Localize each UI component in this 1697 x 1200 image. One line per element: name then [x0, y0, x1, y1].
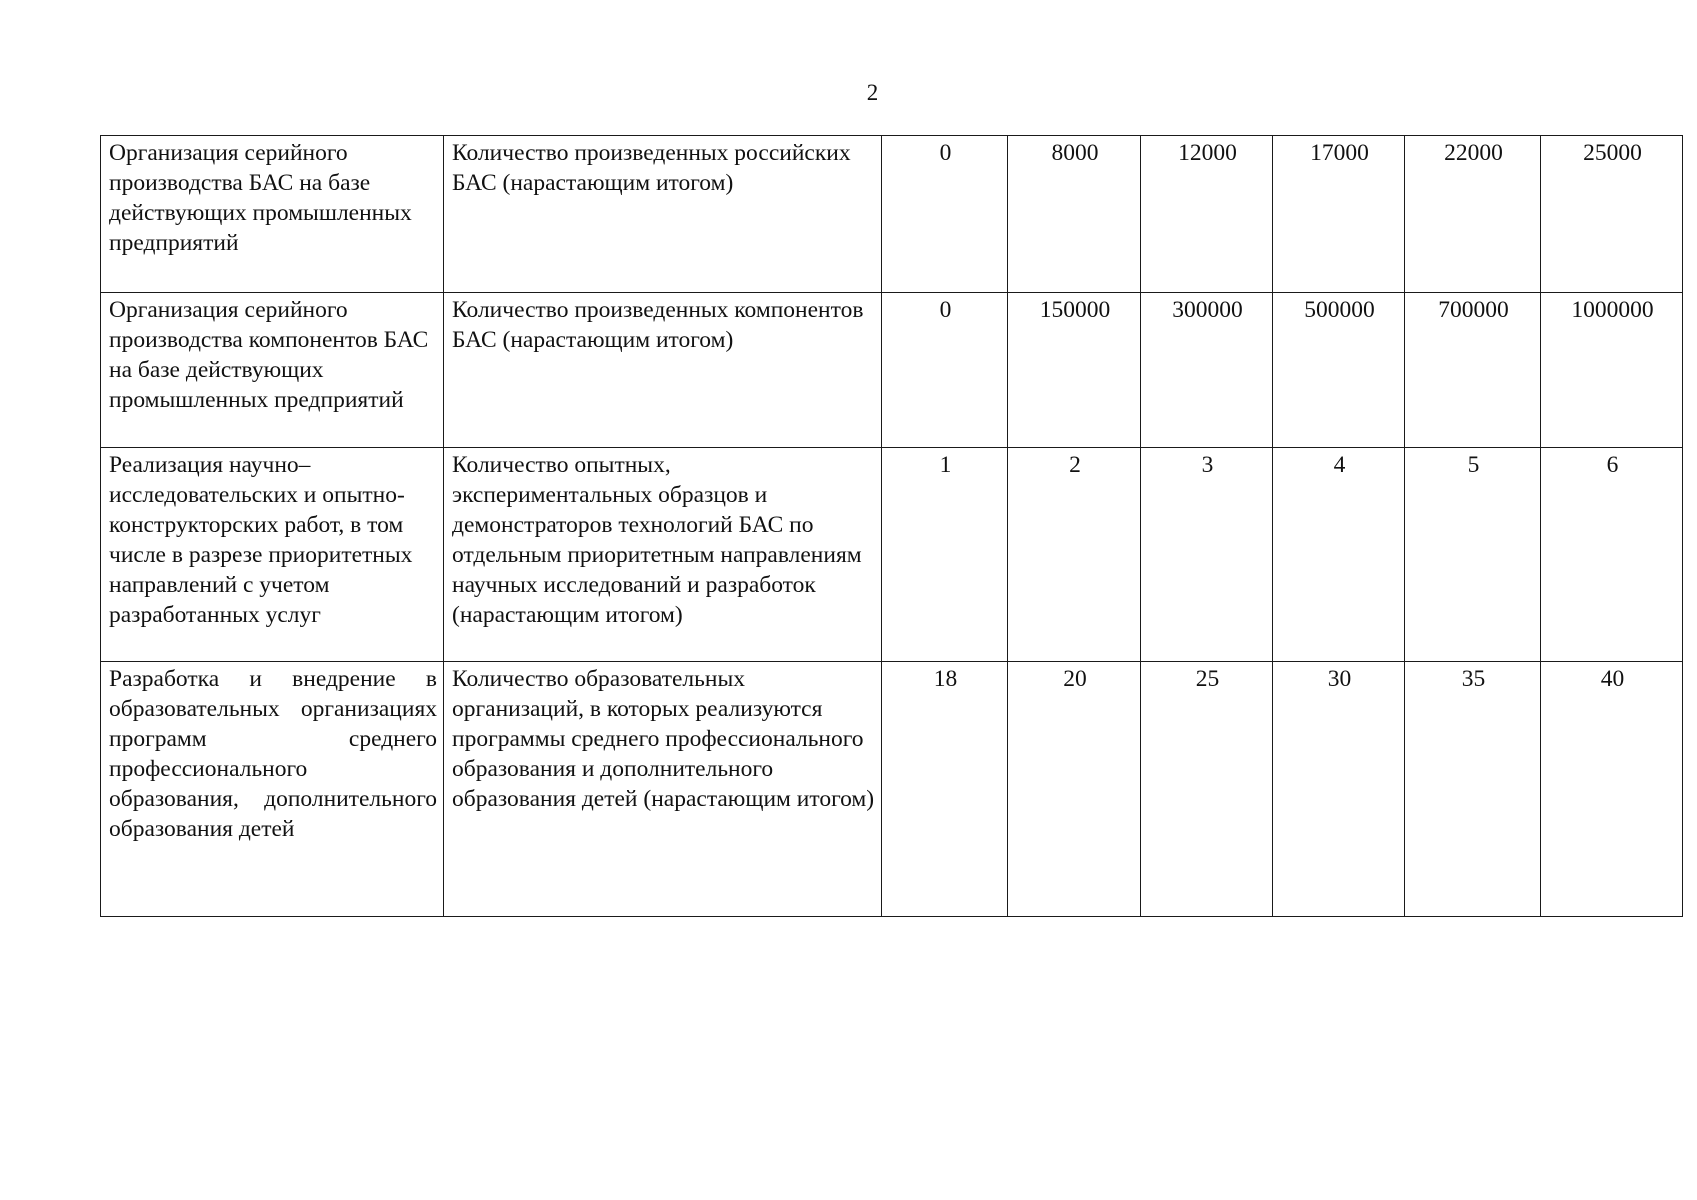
table-row	[101, 293, 1683, 448]
indicators-table	[100, 135, 1683, 917]
table-row	[101, 136, 1683, 293]
value-cell: 3	[1141, 448, 1273, 662]
action-cell: Реализация научно–исследовательских и опытно-конструкторских работ, в том числе в разрезе приоритетных направлений с учетом разработанных услуг	[101, 448, 444, 662]
value-cell: 25000	[1541, 136, 1683, 293]
value-cell: 17000	[1273, 136, 1405, 293]
value-cell: 150000	[1008, 293, 1141, 448]
value-cell: 1	[882, 448, 1008, 662]
value-cell: 1000000	[1541, 293, 1683, 448]
value-cell: 8000	[1008, 136, 1141, 293]
value-cell: 700000	[1405, 293, 1541, 448]
value-cell: 0	[882, 293, 1008, 448]
value-cell: 500000	[1273, 293, 1405, 448]
value-cell: 0	[882, 136, 1008, 293]
value-cell: 300000	[1141, 293, 1273, 448]
value-cell: 12000	[1141, 136, 1273, 293]
value-cell: 5	[1405, 448, 1541, 662]
value-cell: 6	[1541, 448, 1683, 662]
value-cell: 25	[1141, 662, 1273, 917]
page-number: 2	[866, 80, 879, 105]
indicator-cell: Количество образовательных организаций, в которых реализуются программы среднего профессионального образования и дополнительного образования детей (нарастающим итогом)	[444, 662, 882, 917]
action-cell: Организация серийного производства компонентов БАС на базе действующих промышленных предприятий	[101, 293, 444, 448]
value-cell: 35	[1405, 662, 1541, 917]
action-cell: Организация серийного производства БАС на базе действующих промышленных предприятий	[101, 136, 444, 293]
value-cell: 40	[1541, 662, 1683, 917]
indicator-cell: Количество произведенных компонентов БАС (нарастающим итогом)	[444, 293, 882, 448]
value-cell: 4	[1273, 448, 1405, 662]
value-cell: 2	[1008, 448, 1141, 662]
value-cell: 20	[1008, 662, 1141, 917]
indicator-cell: Количество произведенных российских БАС (нарастающим итогом)	[444, 136, 882, 293]
value-cell: 22000	[1405, 136, 1541, 293]
value-cell: 30	[1273, 662, 1405, 917]
value-cell: 18	[882, 662, 1008, 917]
table-row	[101, 662, 1683, 917]
table-row	[101, 448, 1683, 662]
indicator-cell: Количество опытных, экспериментальных образцов и демонстраторов технологий БАС по отдельным приоритетным направлениям научных исследований и разработок (нарастающим итогом)	[444, 448, 882, 662]
action-cell: Разработка и внедрение в образовательных организациях программ среднего профессионального образования, дополнительного образования детей	[101, 662, 444, 917]
